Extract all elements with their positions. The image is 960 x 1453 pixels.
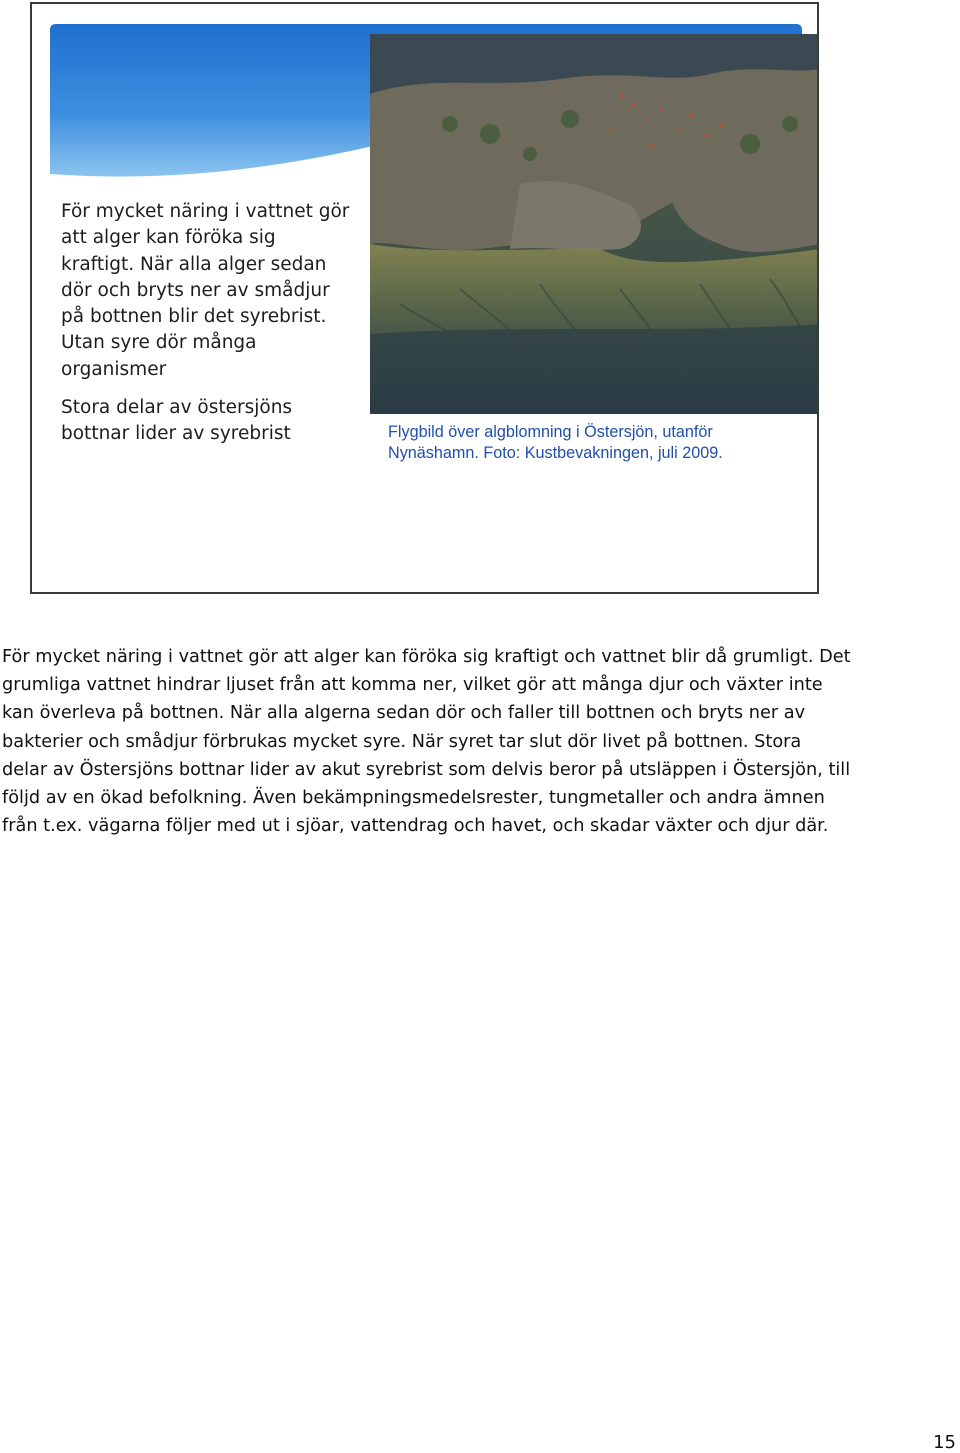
slide-text-block — [61, 199, 351, 448]
aerial-photo — [370, 34, 819, 414]
slide-sub-text: Stora delar av östersjöns bottnar lider av syrebrist — [61, 397, 293, 445]
speaker-notes: För mycket näring i vattnet gör att alger kan föröka sig kraftigt och vattnet blir då grumligt. Det grumliga vattnet hindrar ljuset från att komma ner, vilket gör att många djur och växter inte kan överleva på bottnen. När alla algerna sedan dör och faller till bottnen och bryts ner av bakterier och smådjur förbrukas mycket syre. När syret tar slut dör livet på bottnen. Stora delar av Östersjöns bottnar lider av akut syrebrist som delvis beror på utsläppen i Östersjön, till följd av en ökad befolkning. Även bekämpningsmedelsrester, tungmetaller och andra ämnen från t.ex. vägarna följer med ut i sjöar, vattendrag och havet, och skadar växter och djur där. — [2, 647, 851, 837]
slide-body-text: För mycket näring i vattnet gör att alger kan föröka sig kraftigt. När alla alger sedan dör och bryts ner av smådjur på bottnen blir det syrebrist. Utan syre dör många organismer — [61, 201, 350, 380]
caption-line-1: Flygbild över algblomning i Östersjön, utanför — [388, 423, 713, 441]
photo-caption — [388, 422, 808, 464]
page-number: 15 — [933, 1432, 956, 1453]
slide-thumbnail — [30, 2, 819, 594]
caption-line-2: Nynäshamn. Foto: Kustbevakningen, juli 2009. — [388, 444, 723, 462]
